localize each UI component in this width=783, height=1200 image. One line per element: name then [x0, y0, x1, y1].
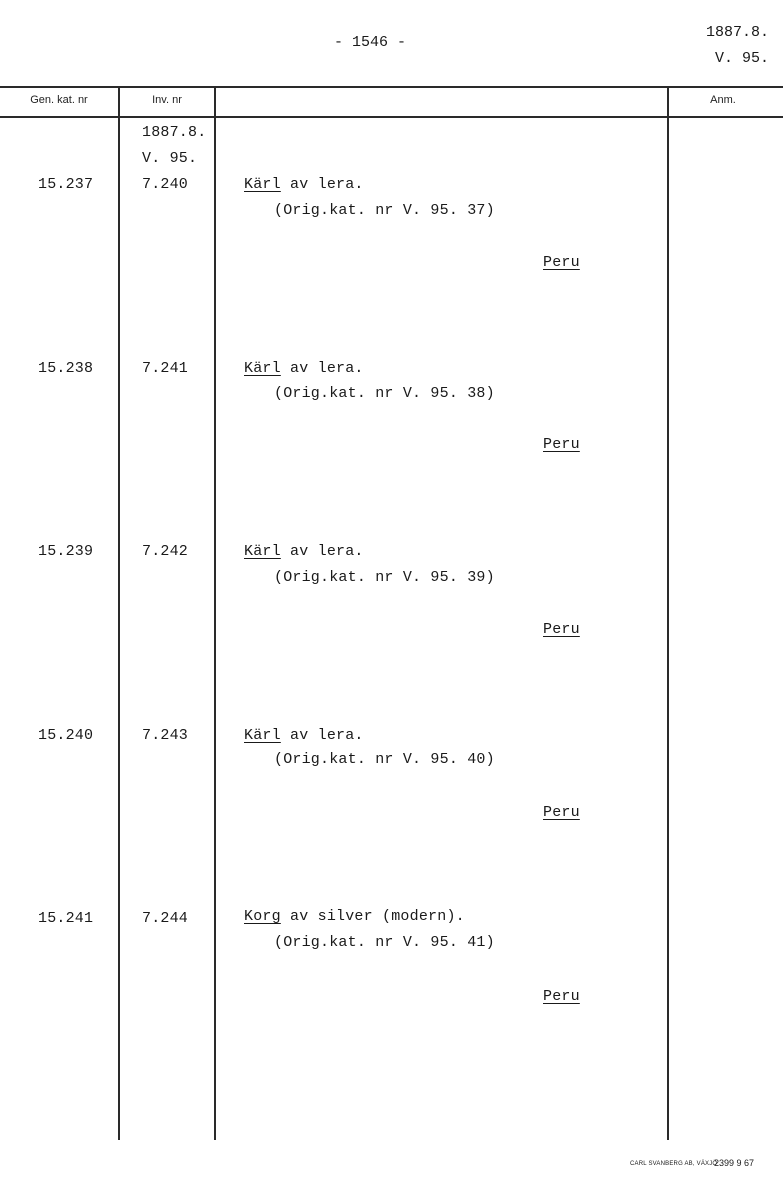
object-description — [244, 360, 364, 377]
column-divider-gen — [118, 86, 120, 1140]
place-of-origin: Peru — [543, 988, 580, 1005]
object-description — [244, 727, 364, 744]
orig-catalog-ref: (Orig.kat. nr V. 95. 39) — [274, 569, 495, 586]
inv-nr: 7.242 — [142, 543, 189, 560]
column-header-inv-nr: Inv. nr — [152, 94, 182, 106]
gen-kat-nr: 15.238 — [38, 360, 94, 377]
object-material: av lera. — [280, 543, 364, 560]
object-description — [244, 176, 364, 193]
place-of-origin: Peru — [543, 621, 580, 638]
page-number: - 1546 - — [333, 34, 406, 51]
object-material: av lera. — [280, 360, 364, 377]
object-name: Kärl — [244, 727, 281, 744]
column-divider-anm — [667, 86, 669, 1140]
orig-catalog-ref: (Orig.kat. nr V. 95. 38) — [274, 385, 495, 402]
object-material: av lera. — [280, 176, 364, 193]
inv-nr: 7.244 — [142, 910, 189, 927]
inv-heading-line2: V. 95. — [142, 150, 198, 167]
inv-heading-line1: 1887.8. — [142, 124, 207, 141]
orig-catalog-ref: (Orig.kat. nr V. 95. 41) — [274, 934, 495, 951]
object-name: Kärl — [244, 543, 281, 560]
place-of-origin: Peru — [543, 436, 580, 453]
place-of-origin: Peru — [543, 804, 580, 821]
object-name: Korg — [244, 908, 281, 925]
place-of-origin: Peru — [543, 254, 580, 271]
inv-nr: 7.240 — [142, 176, 189, 193]
object-material: av silver (modern). — [280, 908, 465, 925]
catalog-year-ref: 1887.8. — [705, 24, 769, 41]
orig-catalog-ref: (Orig.kat. nr V. 95. 37) — [274, 202, 495, 219]
gen-kat-nr: 15.241 — [38, 910, 94, 927]
gen-kat-nr: 15.240 — [38, 727, 94, 744]
object-material: av lera. — [280, 727, 364, 744]
object-name: Kärl — [244, 176, 281, 193]
orig-catalog-ref: (Orig.kat. nr V. 95. 40) — [274, 751, 495, 768]
object-description — [244, 543, 364, 560]
column-header-anm: Anm. — [710, 94, 736, 106]
column-divider-inv — [214, 86, 216, 1140]
gen-kat-nr: 15.237 — [38, 176, 94, 193]
printer-imprint: CARL SVANBERG AB, VÄXJÖ — [630, 1161, 718, 1167]
gen-kat-nr: 15.239 — [38, 543, 94, 560]
inv-nr: 7.241 — [142, 360, 189, 377]
object-name: Kärl — [244, 360, 281, 377]
inv-nr: 7.243 — [142, 727, 189, 744]
column-header-gen-kat-nr: Gen. kat. nr — [30, 94, 88, 106]
catalog-volume-ref: V. 95. — [714, 50, 769, 67]
form-number: 2399 9 67 — [714, 1158, 755, 1168]
object-description — [244, 908, 465, 925]
